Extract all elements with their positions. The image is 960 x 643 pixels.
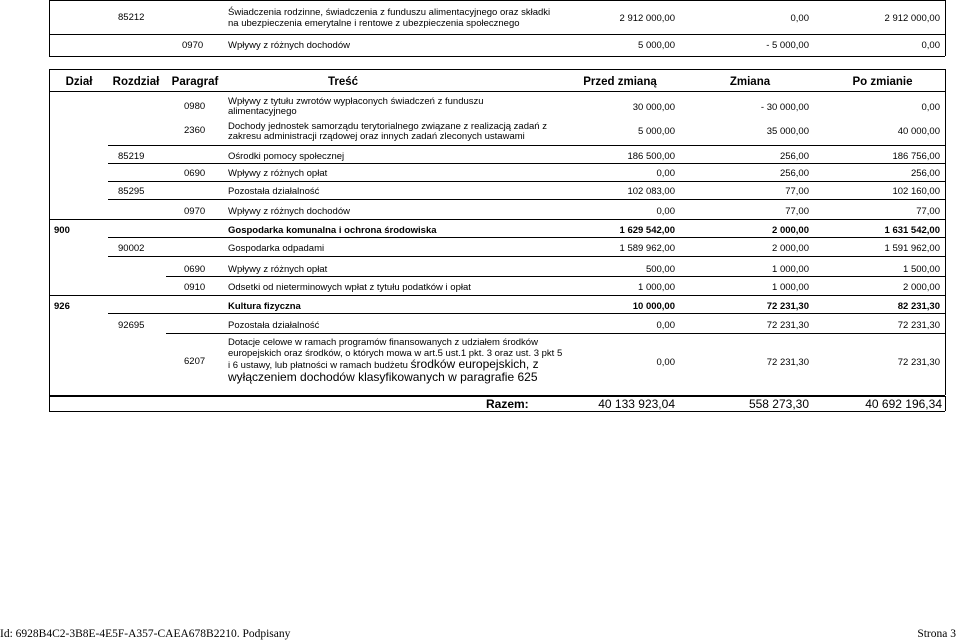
zmiana-cell: 0,00: [790, 13, 809, 24]
tresc-cell: Pozostała działalność: [228, 186, 320, 197]
document-id: Id: 6928B4C2-3B8E-4E5F-A357-CAEA678B2210. Podpisany: [0, 628, 291, 640]
przed-cell: 186 500,00: [627, 151, 675, 162]
po-cell: 77,00: [916, 206, 940, 217]
tresc-cell: na ubezpieczenia emerytalne i rentowe z ubezpieczenia społecznego: [228, 18, 520, 29]
tresc-cell: Gospodarka odpadami: [228, 243, 325, 254]
tresc-cell: Pozostała działalność: [228, 320, 320, 331]
tresc-cell: Świadczenia rodzinne, świadczenia z funduszu alimentacyjnego oraz składki: [228, 7, 551, 18]
po-cell: 82 231,30: [897, 301, 940, 312]
zmiana-cell: 256,00: [779, 151, 809, 162]
po-cell: 256,00: [910, 168, 940, 179]
tresc-cell: Kultura fizyczna: [228, 301, 301, 312]
razem-label: Razem:: [486, 397, 529, 411]
header-paragraf: Paragraf: [171, 76, 219, 88]
paragraf-cell: 2360: [184, 125, 206, 136]
po-cell: 0,00: [921, 40, 940, 51]
po-cell: 2 000,00: [903, 282, 940, 293]
zmiana-cell: - 5 000,00: [766, 40, 809, 51]
zmiana-cell: - 30 000,00: [760, 102, 809, 113]
przed-cell: 1 629 542,00: [619, 225, 675, 236]
paragraf-cell: 0690: [184, 264, 206, 275]
tresc-cell: wyłączeniem dochodów klasyfikowanych w paragrafie 625: [228, 370, 538, 384]
tresc-cell: Wpływy z różnych opłat: [228, 264, 328, 275]
tresc-cell: Wpływy z różnych dochodów: [228, 40, 350, 51]
tresc-cell: Wpływy z różnych dochodów: [228, 206, 350, 217]
przed-cell: 0,00: [656, 206, 675, 217]
przed-cell: 30 000,00: [632, 102, 675, 113]
po-cell: 0,00: [921, 102, 940, 113]
przed-cell: 0,00: [656, 320, 675, 331]
paragraf-cell: 0970: [182, 40, 204, 51]
zmiana-cell: 35 000,00: [766, 126, 809, 137]
tresc-cell: Wpływy z różnych opłat: [228, 168, 328, 179]
przed-cell: 10 000,00: [632, 301, 675, 312]
po-cell: 2 912 000,00: [884, 13, 940, 24]
przed-cell: 0,00: [656, 357, 675, 368]
zmiana-cell: 256,00: [779, 168, 809, 179]
przed-cell: 0,00: [656, 168, 675, 179]
tresc-cell: alimentacyjnego: [228, 106, 297, 117]
tresc-fragment: i 6 ustawy, lub płatności w ramach budżetu: [228, 360, 411, 371]
header-tresc: Treść: [327, 76, 359, 88]
rozdzial-cell: 90002: [118, 243, 145, 254]
zmiana-cell: 1 000,00: [772, 282, 809, 293]
przed-cell: 5 000,00: [638, 126, 675, 137]
po-cell: 1 591 962,00: [884, 243, 940, 254]
rozdzial-cell: 85212: [118, 12, 145, 23]
zmiana-cell: 77,00: [785, 206, 809, 217]
zmiana-cell: 72 231,30: [766, 357, 809, 368]
tresc-cell: Gospodarka komunalna i ochrona środowiska: [228, 225, 437, 236]
rozdzial-cell: 85219: [118, 151, 145, 162]
paragraf-cell: 0910: [184, 282, 206, 293]
paragraf-cell: 6207: [184, 356, 206, 367]
przed-cell: 1 589 962,00: [619, 243, 675, 254]
po-cell: 40 000,00: [897, 126, 940, 137]
header-po: Po zmianie: [852, 76, 913, 88]
header-rozdzial: Rozdział: [112, 76, 160, 88]
header-dzial: Dział: [65, 76, 93, 88]
razem-zmiana: 558 273,30: [748, 397, 809, 411]
paragraf-cell: 0970: [184, 206, 206, 217]
dzial-cell: 900: [54, 225, 70, 236]
rozdzial-cell: 92695: [118, 320, 145, 331]
przed-cell: 1 000,00: [638, 282, 675, 293]
tresc-cell: europejskich oraz środków, o których mowa w art.5 ust.1 pkt. 3 oraz ust. 3 pkt 5: [228, 348, 563, 359]
po-cell: 72 231,30: [897, 357, 940, 368]
po-cell: 72 231,30: [897, 320, 940, 331]
przed-cell: 5 000,00: [638, 40, 675, 51]
tresc-fragment: środków europejskich, z: [410, 357, 539, 371]
przed-cell: 2 912 000,00: [619, 13, 675, 24]
po-cell: 102 160,00: [892, 186, 940, 197]
przed-cell: 102 083,00: [627, 186, 675, 197]
tresc-cell: Ośrodki pomocy społecznej: [228, 151, 345, 162]
razem-po: 40 692 196,34: [865, 397, 942, 411]
tresc-cell: zakresu administracji rządowej oraz innych zadań zleconych ustawami: [228, 131, 525, 142]
po-cell: 1 500,00: [903, 264, 940, 275]
przed-cell: 500,00: [645, 264, 675, 275]
zmiana-cell: 1 000,00: [772, 264, 809, 275]
tresc-cell: Dochody jednostek samorządu terytorialnego związane z realizacją zadań z: [228, 121, 547, 132]
header-przed: Przed zmianą: [583, 76, 657, 88]
paragraf-cell: 0690: [184, 168, 206, 179]
po-cell: 1 631 542,00: [884, 225, 940, 236]
zmiana-cell: 77,00: [785, 186, 809, 197]
dzial-cell: 926: [54, 301, 70, 312]
header-zmiana: Zmiana: [729, 76, 771, 88]
tresc-cell: Odsetki od nieterminowych wpłat z tytułu podatków i opłat: [228, 282, 471, 293]
razem-przed: 40 133 923,04: [598, 397, 675, 411]
zmiana-cell: 2 000,00: [772, 243, 809, 254]
page-number: Strona 3: [917, 628, 956, 640]
zmiana-cell: 72 231,30: [766, 301, 809, 312]
po-cell: 186 756,00: [892, 151, 940, 162]
zmiana-cell: 2 000,00: [772, 225, 809, 236]
rozdzial-cell: 85295: [118, 186, 145, 197]
tresc-cell: Wpływy z tytułu zwrotów wypłaconych świadczeń z funduszu: [228, 96, 484, 107]
paragraf-cell: 0980: [184, 101, 206, 112]
tresc-cell: Dotacje celowe w ramach programów finansowanych z udziałem środków: [228, 337, 538, 348]
zmiana-cell: 72 231,30: [766, 320, 809, 331]
